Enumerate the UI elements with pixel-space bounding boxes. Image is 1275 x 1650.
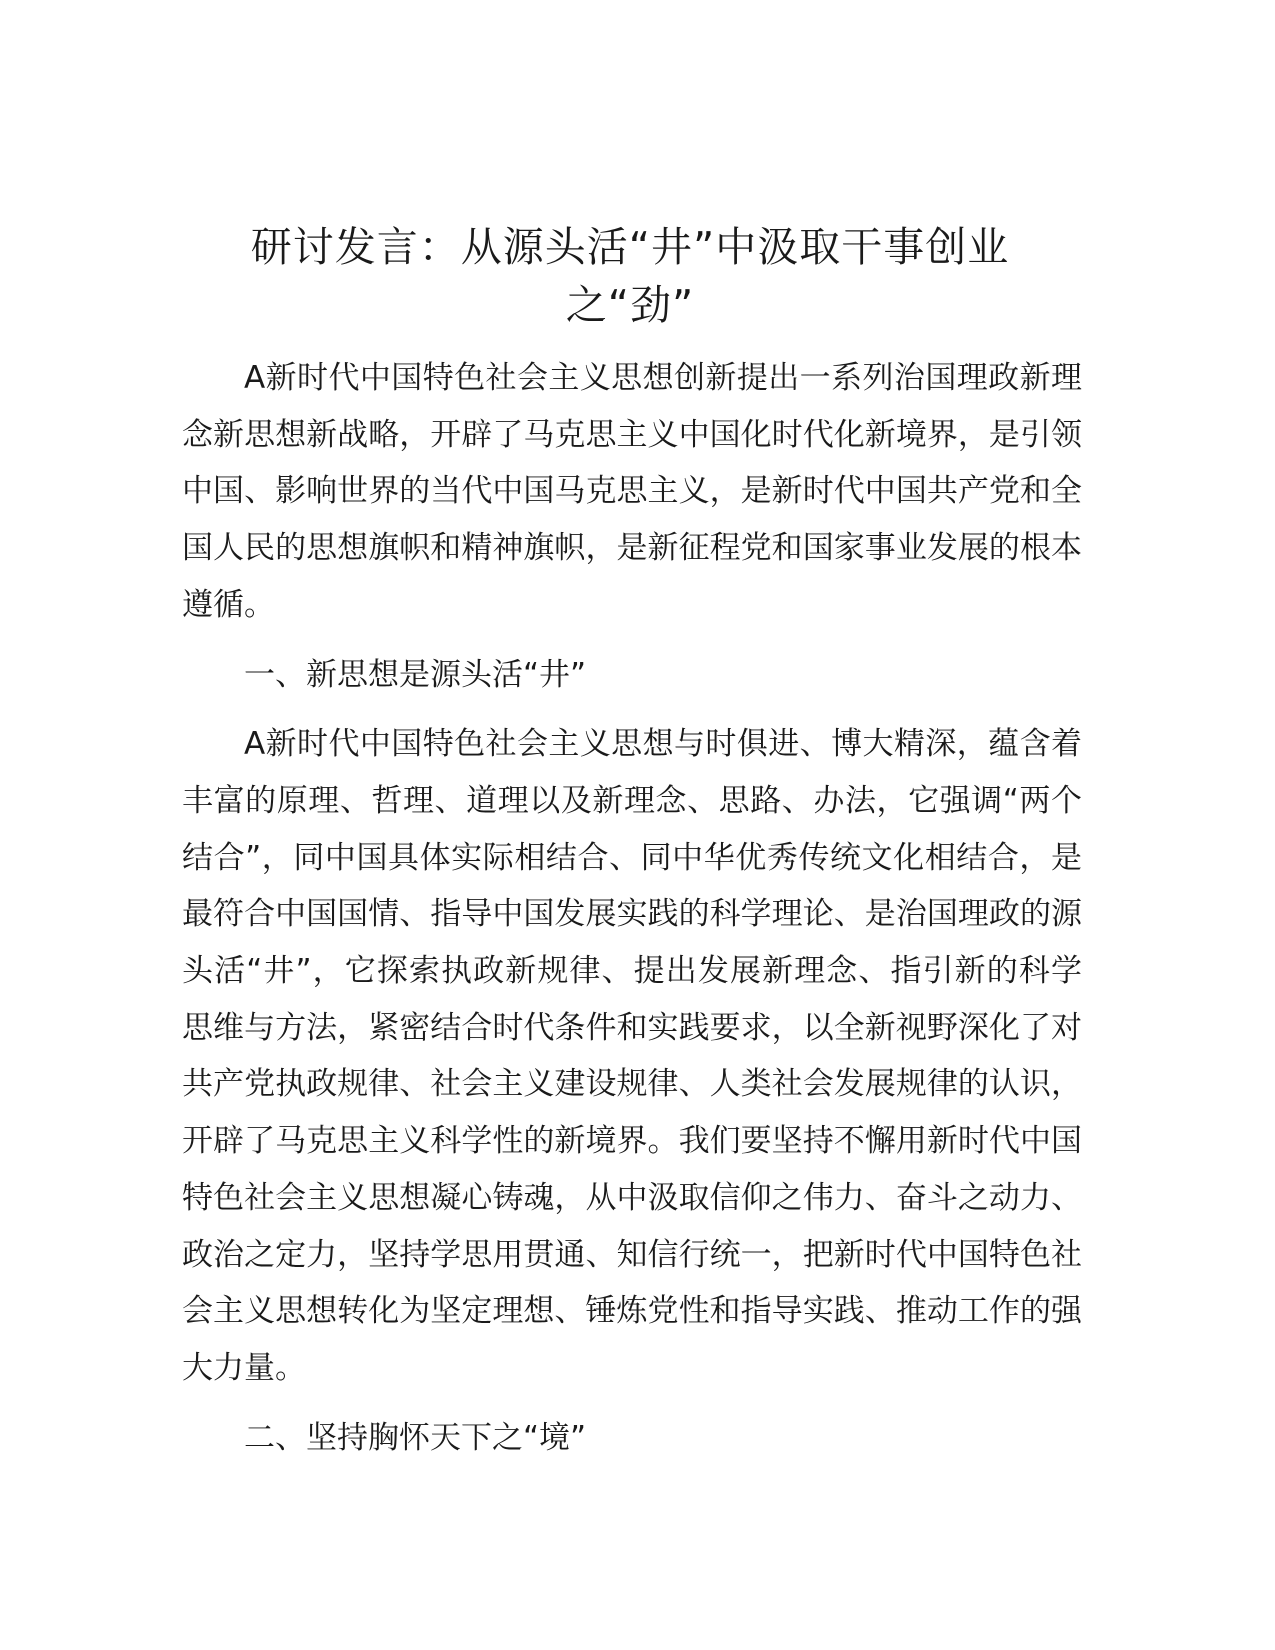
section-1-paragraph: A新时代中国特色社会主义思想与时俱进、博大精深，蕴含着丰富的原理、哲理、道理以及新理念、思路、办法，它强调“两个结合”，同中国具体实际相结合、同中华优秀传统文化相结合，是最符合中国国情、指导中国发展实践的科学理论、是治国理政的源头活“井”，它探索执政新规律、提出发展新理念、指引新的科学思维与方法，紧密结合时代条件和实践要求，以全新视野深化了对共产党执政规律、社会主义建设规律、人类社会发展规律的认识，开辟了马克思主义科学性的新境界。我们要坚持不懈用新时代中国特色社会主义思想凝心铸魂，从中汲取信仰之伟力、奋斗之动力、政治之定力，坚持学思用贯通、知信行统一，把新时代中国特色社会主义思想转化为坚定理想、锤炼党性和指导实践、推动工作的强大力量。 (182, 726, 1082, 1386)
title-line-1: 研讨发言：从源头活“井”中汲取干事创业 (250, 223, 1010, 271)
title-line-2: 之“劲” (565, 281, 695, 329)
document-body (182, 350, 1082, 1466)
intro-paragraph: A新时代中国特色社会主义思想创新提出一系列治国理政新理念新思想新战略，开辟了马克思主义中国化时代化新境界，是引领中国、影响世界的当代中国马克思主义，是新时代中国共产党和全国人民的思想旗帜和精神旗帜，是新征程党和国家事业发展的根本遵循。 (182, 360, 1082, 623)
section-heading-1: 一、新思想是源头活“井” (244, 656, 587, 693)
document-title (180, 218, 1080, 334)
section-heading-2: 二、坚持胸怀天下之“境” (244, 1419, 587, 1456)
